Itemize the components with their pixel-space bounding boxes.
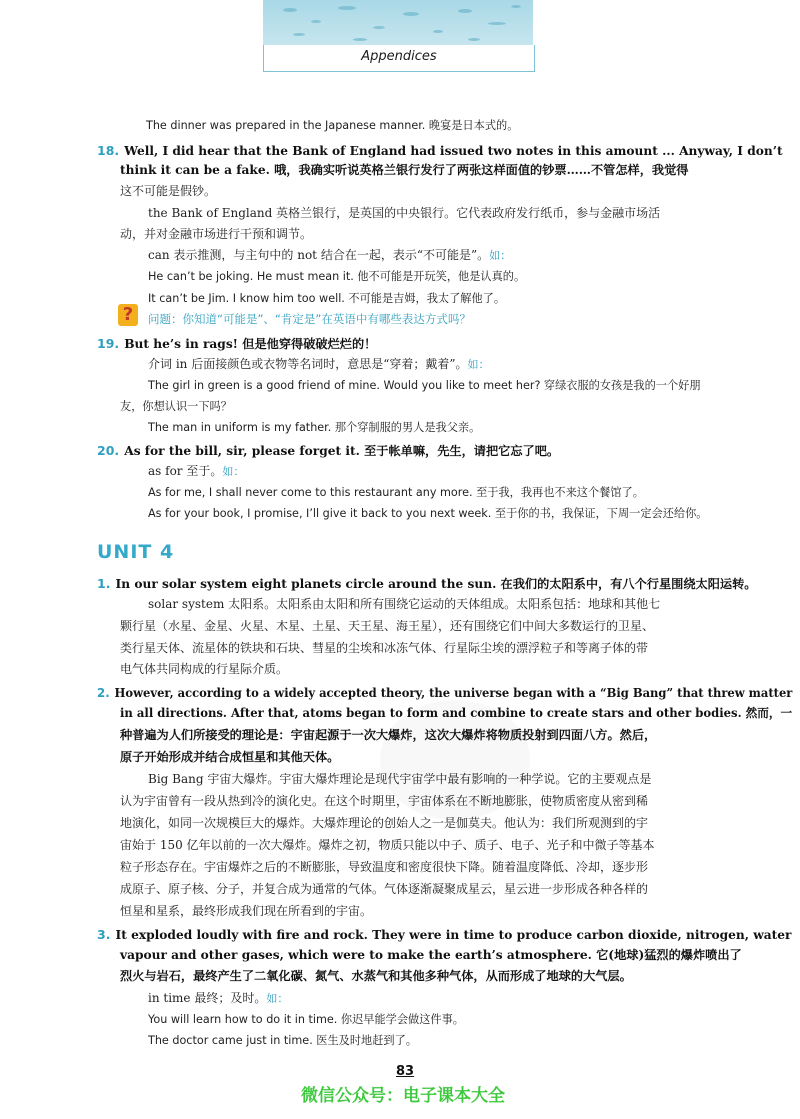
text-line: can 表示推测，与主句中的 not 结合在一起，表示“不可能是”。如： [148, 248, 512, 262]
example-line: As for me, I shall never come to this restaurant any more. 至于我，我再也不来这个餐馆了。 [148, 486, 644, 499]
text-line: 原子开始形成并结合成恒星和其他天体。 [120, 750, 340, 764]
unit-heading: UNIT 4 [97, 541, 175, 563]
text-line: 这不可能是假钞。 [120, 184, 217, 198]
note-20-line: 20. As for the bill, sir, please forget it. 至于帐单嘛，先生，请把它忘了吧。 [97, 443, 560, 458]
note-3-line: 3. It exploded loudly with fire and rock. They were in time to produce carbon dioxide, nitrogen, water [97, 927, 792, 942]
note-number: 20. [97, 443, 120, 458]
text-line: the Bank of England 英格兰银行，是英国的中央银行。它代表政府发行纸币，参与金融市场活 [148, 206, 661, 220]
text-line: 认为宇宙曾有一段从热到冷的演化史。在这个时期里，宇宙体系在不断地膨胀，使物质密度从密到稀 [120, 794, 649, 808]
question-mark-icon: ? [118, 304, 138, 326]
text-line: 电气体共同构成的行星际介质。 [120, 662, 289, 676]
text-line: 成原子、原子核、分子，并复合成为通常的气体。气体逐渐凝聚成星云，星云进一步形成各种各样的 [120, 882, 649, 896]
example-line: The man in uniform is my father. 那个穿制服的男人是我父亲。 [148, 421, 481, 434]
note-18-line: 18. Well, I did hear that the Bank of England had issued two notes in this amount ... Anyway, I don’t [97, 143, 783, 158]
note-number: 18. [97, 143, 120, 158]
example-line: You will learn how to do it in time. 你迟早能学会做这件事。 [148, 1013, 464, 1026]
example-line: He can’t be joking. He must mean it. 他不可能是开玩笑，他是认真的。 [148, 270, 526, 283]
text-line: The dinner was prepared in the Japanese manner. 晚宴是日本式的。 [146, 119, 519, 132]
text-line: 地演化，如同一次规模巨大的爆炸。大爆炸理论的创始人之一是伽莫夫。他认为：我们所观测到的宇 [120, 816, 649, 830]
text-line: in all directions. After that, atoms began to form and combine to create stars and other bodies. 然而，一 [120, 706, 793, 720]
text-line: 种普遍为人们所接受的理论是：宇宙起源于一次大爆炸，这次大爆炸将物质投射到四面八方。然后， [120, 728, 657, 742]
text-line: 动，并对金融市场进行干预和调节。 [120, 227, 313, 241]
note-number: 19. [97, 336, 120, 351]
note-1-line: 1. In our solar system eight planets circle around the sun. 在我们的太阳系中，有八个行星围绕太阳运转。 [97, 576, 757, 591]
note-number: 1. [97, 576, 111, 591]
text-line: vapour and other gases, which were to make the earth’s atmosphere. 它(地球)猛烈的爆炸喷出了 [120, 948, 742, 962]
text-line: Big Bang 宇宙大爆炸。宇宙大爆炸理论是现代宇宙学中最有影响的一种学说。它的主要观点是 [148, 772, 652, 786]
text-line: 颗行星（水星、金星、火星、木星、土星、天王星、海王星），还有围绕它们中间大多数运行的卫星、 [120, 619, 655, 633]
text-line: solar system 太阳系。太阳系由太阳和所有围绕它运动的天体组成。太阳系包括：地球和其他七 [148, 597, 661, 611]
text-line: 介词 in 后面接颜色或衣物等名词时，意思是“穿着；戴着”。如： [148, 357, 490, 371]
note-number: 2. [97, 685, 110, 700]
example-line: The doctor came just in time. 医生及时地赶到了。 [148, 1034, 417, 1047]
note-number: 3. [97, 927, 111, 942]
note-19-line: 19. But he’s in rags! 但是他穿得破破烂烂的！ [97, 336, 377, 351]
text-line: as for 至于。如： [148, 464, 245, 478]
text-line: 宙始于 150 亿年以前的一次大爆炸。爆炸之初，物质只能以中子、质子、电子、光子和中微子等基本 [120, 838, 655, 852]
text-line: 粒子形态存在。宇宙爆炸之后的不断膨胀，导致温度和密度很快下降。随着温度降低、冷却，逐步形 [120, 860, 649, 874]
example-line: 友，你想认识一下吗？ [120, 400, 232, 413]
page-number: 83 [396, 1064, 415, 1079]
text-line: 恒星和星系，最终形成我们现在所看到的宇宙。 [120, 904, 373, 918]
text-line: in time 最终；及时。如： [148, 991, 289, 1005]
example-line: As for your book, I promise, I’ll give it back to you next week. 至于你的书，我保证，下周一定会还给你。 [148, 507, 708, 520]
text-line: 烈火与岩石，最终产生了二氧化碳、氮气、水蒸气和其他多种气体，从而形成了地球的大气层。 [120, 969, 632, 983]
note-2-line: 2. However, according to a widely accepted theory, the universe began with a “Big Bang” that threw matter [97, 685, 793, 700]
example-line: It can’t be Jim. I know him too well. 不可能是吉姆，我太了解他了。 [148, 292, 506, 305]
text-line: 类行星天体、流星体的铁块和石块、彗星的尘埃和冰冻气体、行星际尘埃的漂浮粒子和等离子体的带 [120, 641, 649, 655]
header-title: Appendices [361, 49, 437, 64]
example-line: The girl in green is a good friend of mine. Would you like to meet her? 穿绿衣服的女孩是我的一个好朋 [148, 379, 701, 392]
footer-watermark: 微信公众号：电子课本大全 [301, 1086, 505, 1106]
question-line: 问题：你知道“可能是”、“肯定是”在英语中有哪些表达方式吗？ [148, 312, 471, 326]
text-line: think it can be a fake. 哦，我确实听说英格兰银行发行了两张这样面值的钞票……不管怎样，我觉得 [120, 163, 689, 177]
